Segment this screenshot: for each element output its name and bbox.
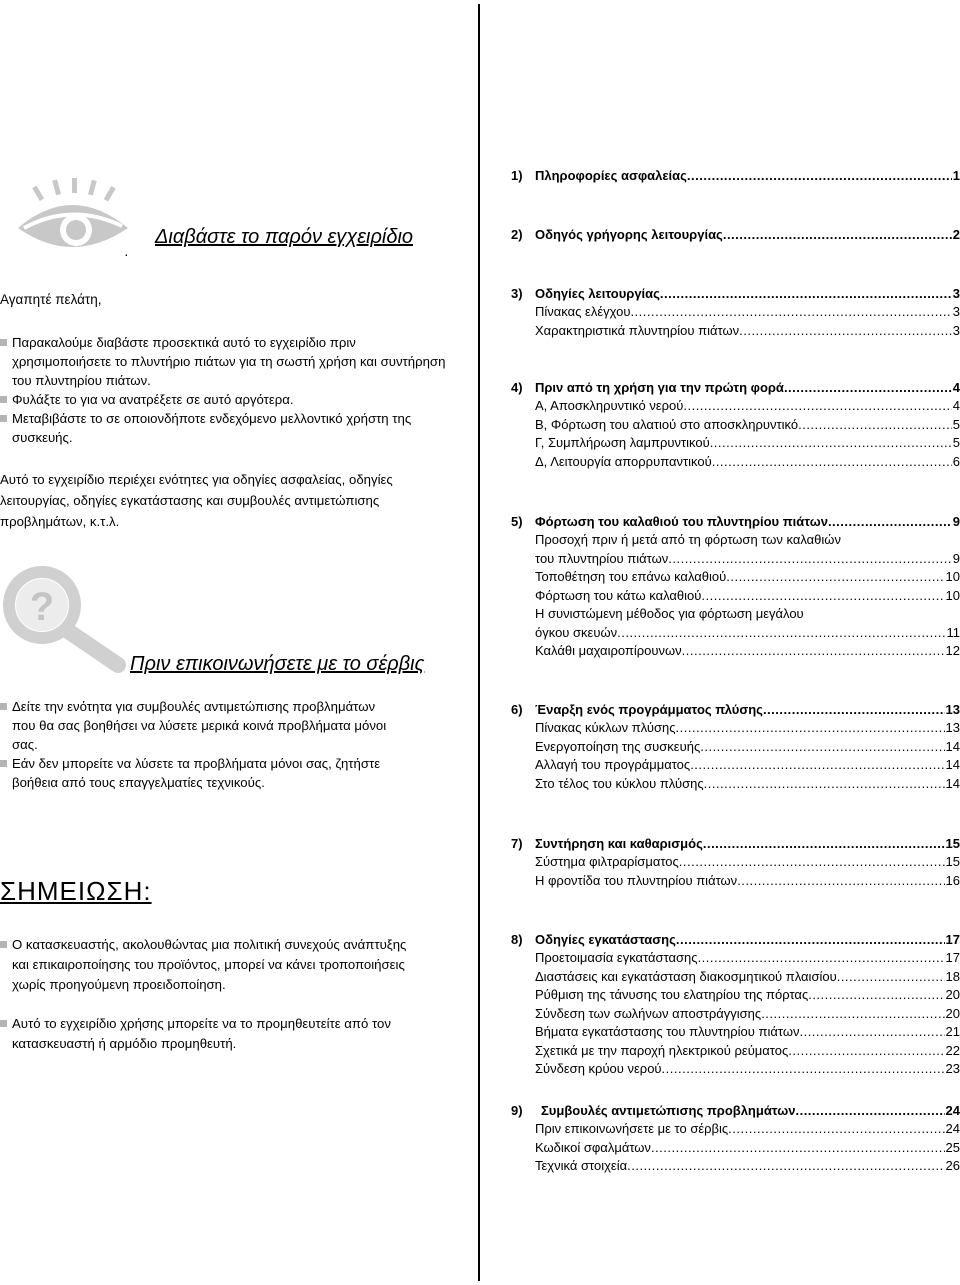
toc-entry[interactable]: Κωδικοί σφαλμάτων ..... 25 [511, 1139, 960, 1158]
toc-entry[interactable]: Α, Αποσκληρυντικό νερού ..... 4 [511, 397, 960, 416]
bullet-item: Μεταβιβάστε το σε οποιονδήποτε ενδεχόμενο μελλοντικό χρήστη της συσκευής. [0, 409, 455, 447]
stray-dot: · [124, 246, 129, 262]
toc-entry[interactable]: Στο τέλος του κύκλου πλύσης ..... 14 [511, 775, 960, 794]
toc-section-5 [511, 512, 960, 661]
toc-entry[interactable]: Καλάθι μαχαιροπίρουνων ..... 12 [511, 642, 960, 661]
bullet-item: Εάν δεν μπορείτε να λύσετε τα προβλήματα μόνοι σας, ζητήστε βοήθεια από τους επαγγελματίες τεχνικούς. [0, 754, 400, 792]
toc-heading[interactable]: 7) Συντήρηση και καθαρισμός ..... 15 [511, 834, 960, 853]
toc-entry[interactable]: Σύνδεση κρύου νερού ..... 23 [511, 1060, 960, 1079]
bullet-item: Δείτε την ενότητα για συμβουλές αντιμετώπισης προβλημάτων που θα σας βοηθήσει να λύσετε μερικά κοινά προβλήματα μόνοι σας. [0, 697, 400, 754]
toc-entry[interactable]: όγκου σκευών ..... 11 [511, 624, 960, 643]
contents-paragraph: Αυτό το εγχειρίδιο περιέχει ενότητες για οδηγίες ασφαλείας, οδηγίες λειτουργίας, οδηγίες εγκατάστασης και συμβουλές αντιμετώπισης προβλημάτων, κ.τ.λ. [0, 472, 393, 529]
toc-entry[interactable]: Φόρτωση του κάτω καλαθιού ..... 10 [511, 587, 960, 606]
read-manual-heading: Διαβάστε το παρόν εγχειρίδιο [155, 226, 414, 248]
toc-entry[interactable]: Πίνακας κύκλων πλύσης ..... 13 [511, 719, 960, 738]
toc-section-7 [511, 834, 960, 890]
toc-entry[interactable]: Πίνακας ελέγχου ..... 3 [511, 303, 960, 322]
toc-section-3 [511, 284, 960, 340]
toc-heading[interactable]: 2) Οδηγός γρήγορης λειτουργίας ..... 2 [511, 225, 960, 244]
service-bullets [0, 697, 400, 792]
toc-heading[interactable]: 5) Φόρτωση του καλαθιού του πλυντηρίου πιάτων ..... 9 [511, 512, 960, 531]
note-bullets [0, 935, 425, 1054]
bullet-item: Ο κατασκευαστής, ακολουθώντας μια πολιτική συνεχούς ανάπτυξης και επικαιροποίησης του προϊόντος, μπορεί να κάνει τροποποιήσεις χωρίς προηγούμενη προειδοποίηση. [0, 935, 425, 995]
toc-entry[interactable]: Δ, Λειτουργία απορρυπαντικού ..... 6 [511, 453, 960, 472]
toc-entry-line[interactable]: Προσοχή πριν ή μετά από τη φόρτωση των καλαθιών [535, 532, 841, 547]
toc-entry[interactable]: του πλυντηρίου πιάτων ..... 9 [511, 550, 960, 569]
note-title: ΣΗΜΕΙΩΣΗ: [0, 876, 152, 906]
toc-heading[interactable]: 8) Οδηγίες εγκατάστασης ..... 17 [511, 930, 960, 949]
toc-entry[interactable]: Αλλαγή του προγράμματος ..... 14 [511, 756, 960, 775]
toc-entry[interactable]: Γ, Συμπλήρωση λαμπρυντικού ..... 5 [511, 434, 960, 453]
toc-section-6 [511, 700, 960, 793]
toc-heading[interactable]: 1) Πληροφορίες ασφαλείας ..... 1 [511, 166, 960, 185]
toc-heading[interactable]: 3) Οδηγίες λειτουργίας ..... 3 [511, 284, 960, 303]
toc-section-4 [511, 378, 960, 471]
toc-heading[interactable]: 4) Πριν από τη χρήση για την πρώτη φορά ..... 4 [511, 378, 960, 397]
toc-heading[interactable]: 6) Έναρξη ενός προγράμματος πλύσης ..... 13 [511, 700, 960, 719]
toc-entry[interactable]: Βήματα εγκατάστασης του πλυντηρίου πιάτων ..... 21 [511, 1023, 960, 1042]
toc-entry[interactable]: Τοποθέτηση του επάνω καλαθιού ..... 10 [511, 568, 960, 587]
service-heading: Πριν επικοινωνήσετε με το σέρβις [130, 653, 425, 675]
question-magnifier-icon [0, 565, 140, 680]
read-manual-bullets [0, 333, 455, 447]
toc-entry[interactable]: Ρύθμιση της τάνυσης του ελατηρίου της πόρτας ..... 20 [511, 986, 960, 1005]
eye-icon [10, 170, 135, 265]
svg-text:?: ? [29, 585, 55, 629]
toc-heading[interactable]: 9) Συμβουλές αντιμετώπισης προβλημάτων ..... 24 [511, 1101, 960, 1120]
toc-entry[interactable]: Σύνδεση των σωλήνων αποστράγγισης ..... 20 [511, 1005, 960, 1024]
greeting: Αγαπητέ πελάτη, [0, 292, 102, 307]
toc-entry[interactable]: Προετοιμασία εγκατάστασης ..... 17 [511, 949, 960, 968]
toc-section-2 [511, 225, 960, 244]
column-divider [478, 4, 480, 1281]
toc-entry[interactable]: Σχετικά με την παροχή ηλεκτρικού ρεύματος ..... 22 [511, 1042, 960, 1061]
toc-section-8 [511, 930, 960, 1079]
bullet-item: Αυτό το εγχειρίδιο χρήσης μπορείτε να το προμηθευτείτε από τον κατασκευαστή ή αρμόδιο προμηθευτή. [0, 1014, 425, 1054]
toc-entry[interactable]: Σύστημα φιλτραρίσματος ..... 15 [511, 853, 960, 872]
toc-entry[interactable]: Διαστάσεις και εγκατάσταση διακοσμητικού πλαισίου ..... 18 [511, 968, 960, 987]
toc-entry[interactable]: Πριν επικοινωνήσετε με το σέρβις ..... 24 [511, 1120, 960, 1139]
toc-entry[interactable]: Η φροντίδα του πλυντηρίου πιάτων ..... 16 [511, 872, 960, 891]
toc-section-9 [511, 1101, 960, 1176]
toc-entry[interactable]: Χαρακτηριστικά πλυντηρίου πιάτων ..... 3 [511, 322, 960, 341]
toc-entry-line[interactable]: Η συνιστώμενη μέθοδος για φόρτωση μεγάλου [535, 606, 804, 621]
toc-entry[interactable]: Ενεργοποίηση της συσκευής ..... 14 [511, 738, 960, 757]
toc-entry[interactable]: Β, Φόρτωση του αλατιού στο αποσκληρυντικό ..... 5 [511, 416, 960, 435]
bullet-item: Φυλάξτε το για να ανατρέξετε σε αυτό αργότερα. [0, 390, 455, 409]
toc-entry[interactable]: Τεχνικά στοιχεία ..... 26 [511, 1157, 960, 1176]
bullet-item: Παρακαλούμε διαβάστε προσεκτικά αυτό το εγχειρίδιο πριν χρησιμοποιήσετε το πλυντήριο πιάτων για τη σωστή χρήση και συντήρηση του πλυντηρίου πιάτων. [0, 333, 455, 390]
toc-section-1 [511, 166, 960, 185]
